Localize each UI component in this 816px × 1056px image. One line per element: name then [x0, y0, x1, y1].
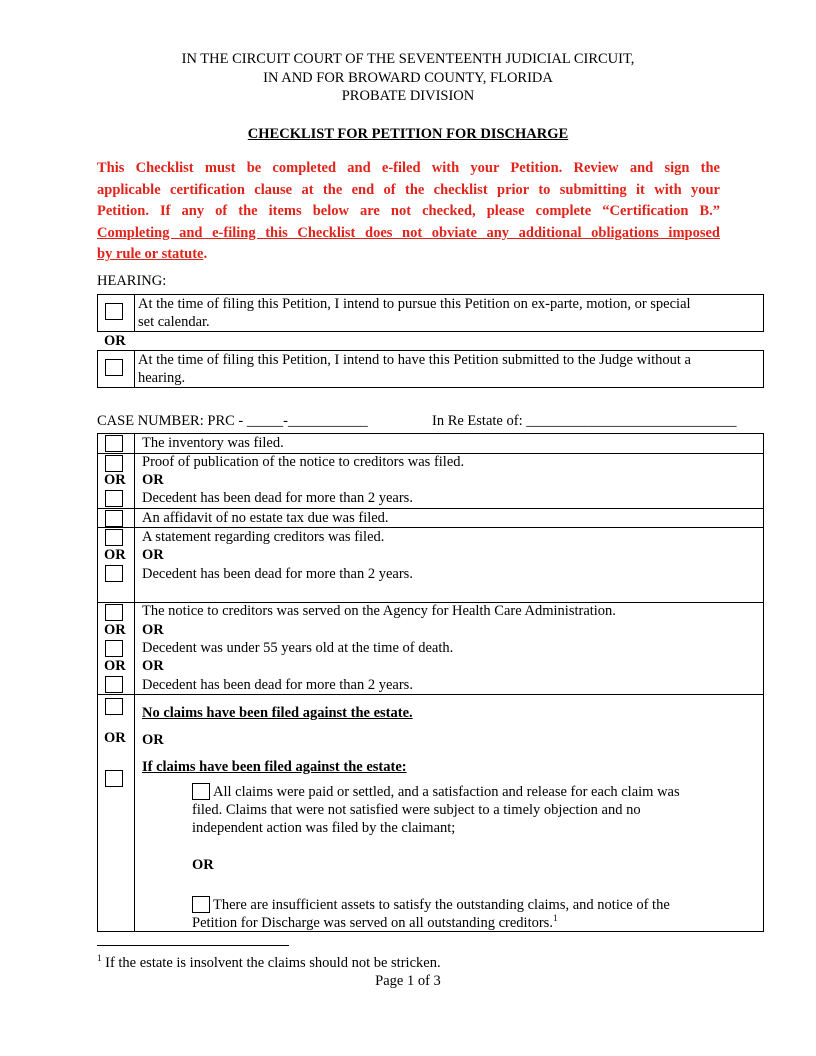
- ahca-text: The notice to creditors was served on the Agency for Health Care Administration.: [142, 603, 616, 619]
- claims-paid-text-line1: All claims were paid or settled, and a satisfaction and release for each claim was: [213, 784, 680, 800]
- hearing-option1-text-line2: set calendar.: [138, 314, 210, 330]
- claims-filed-heading: If claims have been filed against the estate:: [142, 759, 407, 775]
- publication-checkbox[interactable]: [105, 455, 123, 472]
- claims-paid-checkbox[interactable]: [192, 783, 210, 800]
- insufficient-assets-checkbox[interactable]: [192, 896, 210, 913]
- hearing-option2-text-line2: hearing.: [138, 370, 186, 386]
- inventory-checkbox[interactable]: [105, 435, 123, 452]
- page-number: Page 1 of 3: [375, 973, 441, 989]
- instructions: This Checklist must be completed and e-filed with your Petition. Review and sign the applicable certification clause at the end of the checklist prior to submitting it with your Petition. If any of the items below are not checked, please complete “Certification B.” Completing and e-filing this Checklist does not obviate any additional obligations imposed by rule or statute.: [97, 160, 720, 262]
- under55-checkbox[interactable]: [105, 640, 123, 657]
- affidavit-text: An affidavit of no estate tax due was filed.: [142, 510, 389, 526]
- or-label: OR: [192, 857, 214, 873]
- hearing-label: HEARING:: [97, 273, 167, 289]
- publication-text: Proof of publication of the notice to creditors was filed.: [142, 454, 465, 470]
- estate-name-field[interactable]: In Re Estate of: _____________________________: [432, 413, 737, 429]
- insufficient-assets-text-line1: There are insufficient assets to satisfy the outstanding claims, and notice of the: [213, 897, 670, 913]
- claims-paid-text-line2: filed. Claims that were not satisfied were subject to a timely objection and no: [192, 802, 641, 818]
- dead-2yrs-checkbox-c[interactable]: [105, 676, 123, 693]
- dead-2yrs-text-b: Decedent has been dead for more than 2 years.: [142, 566, 413, 582]
- court-heading-line2: IN AND FOR BROWARD COUNTY, FLORIDA: [263, 70, 553, 86]
- insufficient-assets-text-line2: Petition for Discharge was served on all outstanding creditors.$^1$: [192, 913, 558, 931]
- dead-2yrs-checkbox-a[interactable]: [105, 490, 123, 507]
- under55-text: Decedent was under 55 years old at the time of death.: [142, 640, 454, 656]
- or-label: OR: [104, 547, 126, 563]
- dead-2yrs-text-c: Decedent has been dead for more than 2 years.: [142, 677, 413, 693]
- or-label: OR: [104, 472, 126, 488]
- or-label: OR: [142, 732, 164, 748]
- footnote-separator: [97, 945, 289, 946]
- dead-2yrs-checkbox-b[interactable]: [105, 565, 123, 582]
- case-number-field[interactable]: CASE NUMBER: PRC - _____-___________: [97, 413, 368, 429]
- or-label: OR: [142, 622, 164, 638]
- instructions-line3: Petition. If any of the items below are not checked, please complete “Certification B.”: [97, 203, 720, 219]
- no-claims-checkbox[interactable]: [105, 698, 123, 715]
- instructions-line4: Completing and e-filing this Checklist does not obviate any additional obligations imposed: [97, 224, 720, 241]
- hearing-or: OR: [104, 333, 126, 349]
- page-title: CHECKLIST FOR PETITION FOR DISCHARGE: [247, 126, 569, 142]
- affidavit-checkbox[interactable]: [105, 510, 123, 527]
- claims-filed-checkbox[interactable]: [105, 770, 123, 787]
- inventory-text: The inventory was filed.: [142, 435, 284, 451]
- court-heading-line1: IN THE CIRCUIT COURT OF THE SEVENTEENTH JUDICIAL CIRCUIT,: [181, 51, 635, 67]
- dead-2yrs-text-a: Decedent has been dead for more than 2 years.: [142, 490, 413, 506]
- or-label: OR: [142, 547, 164, 563]
- statement-checkbox[interactable]: [105, 529, 123, 546]
- instructions-line5: by rule or statute: [97, 246, 204, 262]
- or-label: OR: [104, 622, 126, 638]
- court-heading-line3: PROBATE DIVISION: [341, 88, 475, 104]
- hearing-option1-text-line1: At the time of filing this Petition, I intend to pursue this Petition on ex-parte, motion, or special: [138, 296, 691, 312]
- footnote-text: If the estate is insolvent the claims should not be stricken.: [101, 955, 441, 971]
- or-label: OR: [142, 472, 164, 488]
- no-claims-text: No claims have been filed against the estate.: [142, 705, 413, 721]
- footnote-mark: 1: [97, 953, 102, 964]
- ahca-checkbox[interactable]: [105, 604, 123, 621]
- hearing-option2-checkbox[interactable]: [105, 359, 123, 376]
- hearing-option2-text-line1: At the time of filing this Petition, I intend to have this Petition submitted to the Judge without a: [138, 352, 691, 368]
- or-label: OR: [104, 730, 126, 746]
- statement-text: A statement regarding creditors was filed.: [142, 529, 385, 545]
- footnote-reference[interactable]: 1: [552, 913, 558, 924]
- instructions-line1: This Checklist must be completed and e-filed with your Petition. Review and sign the: [97, 160, 720, 176]
- or-label: OR: [142, 658, 164, 674]
- claims-paid-text-line3: independent action was filed by the claimant;: [192, 820, 456, 836]
- footnote: [97, 955, 441, 972]
- hearing-option1-checkbox[interactable]: [105, 303, 123, 320]
- instructions-line2: applicable certification clause at the end of the checklist prior to submitting it with your: [97, 181, 720, 198]
- or-label: OR: [104, 658, 126, 674]
